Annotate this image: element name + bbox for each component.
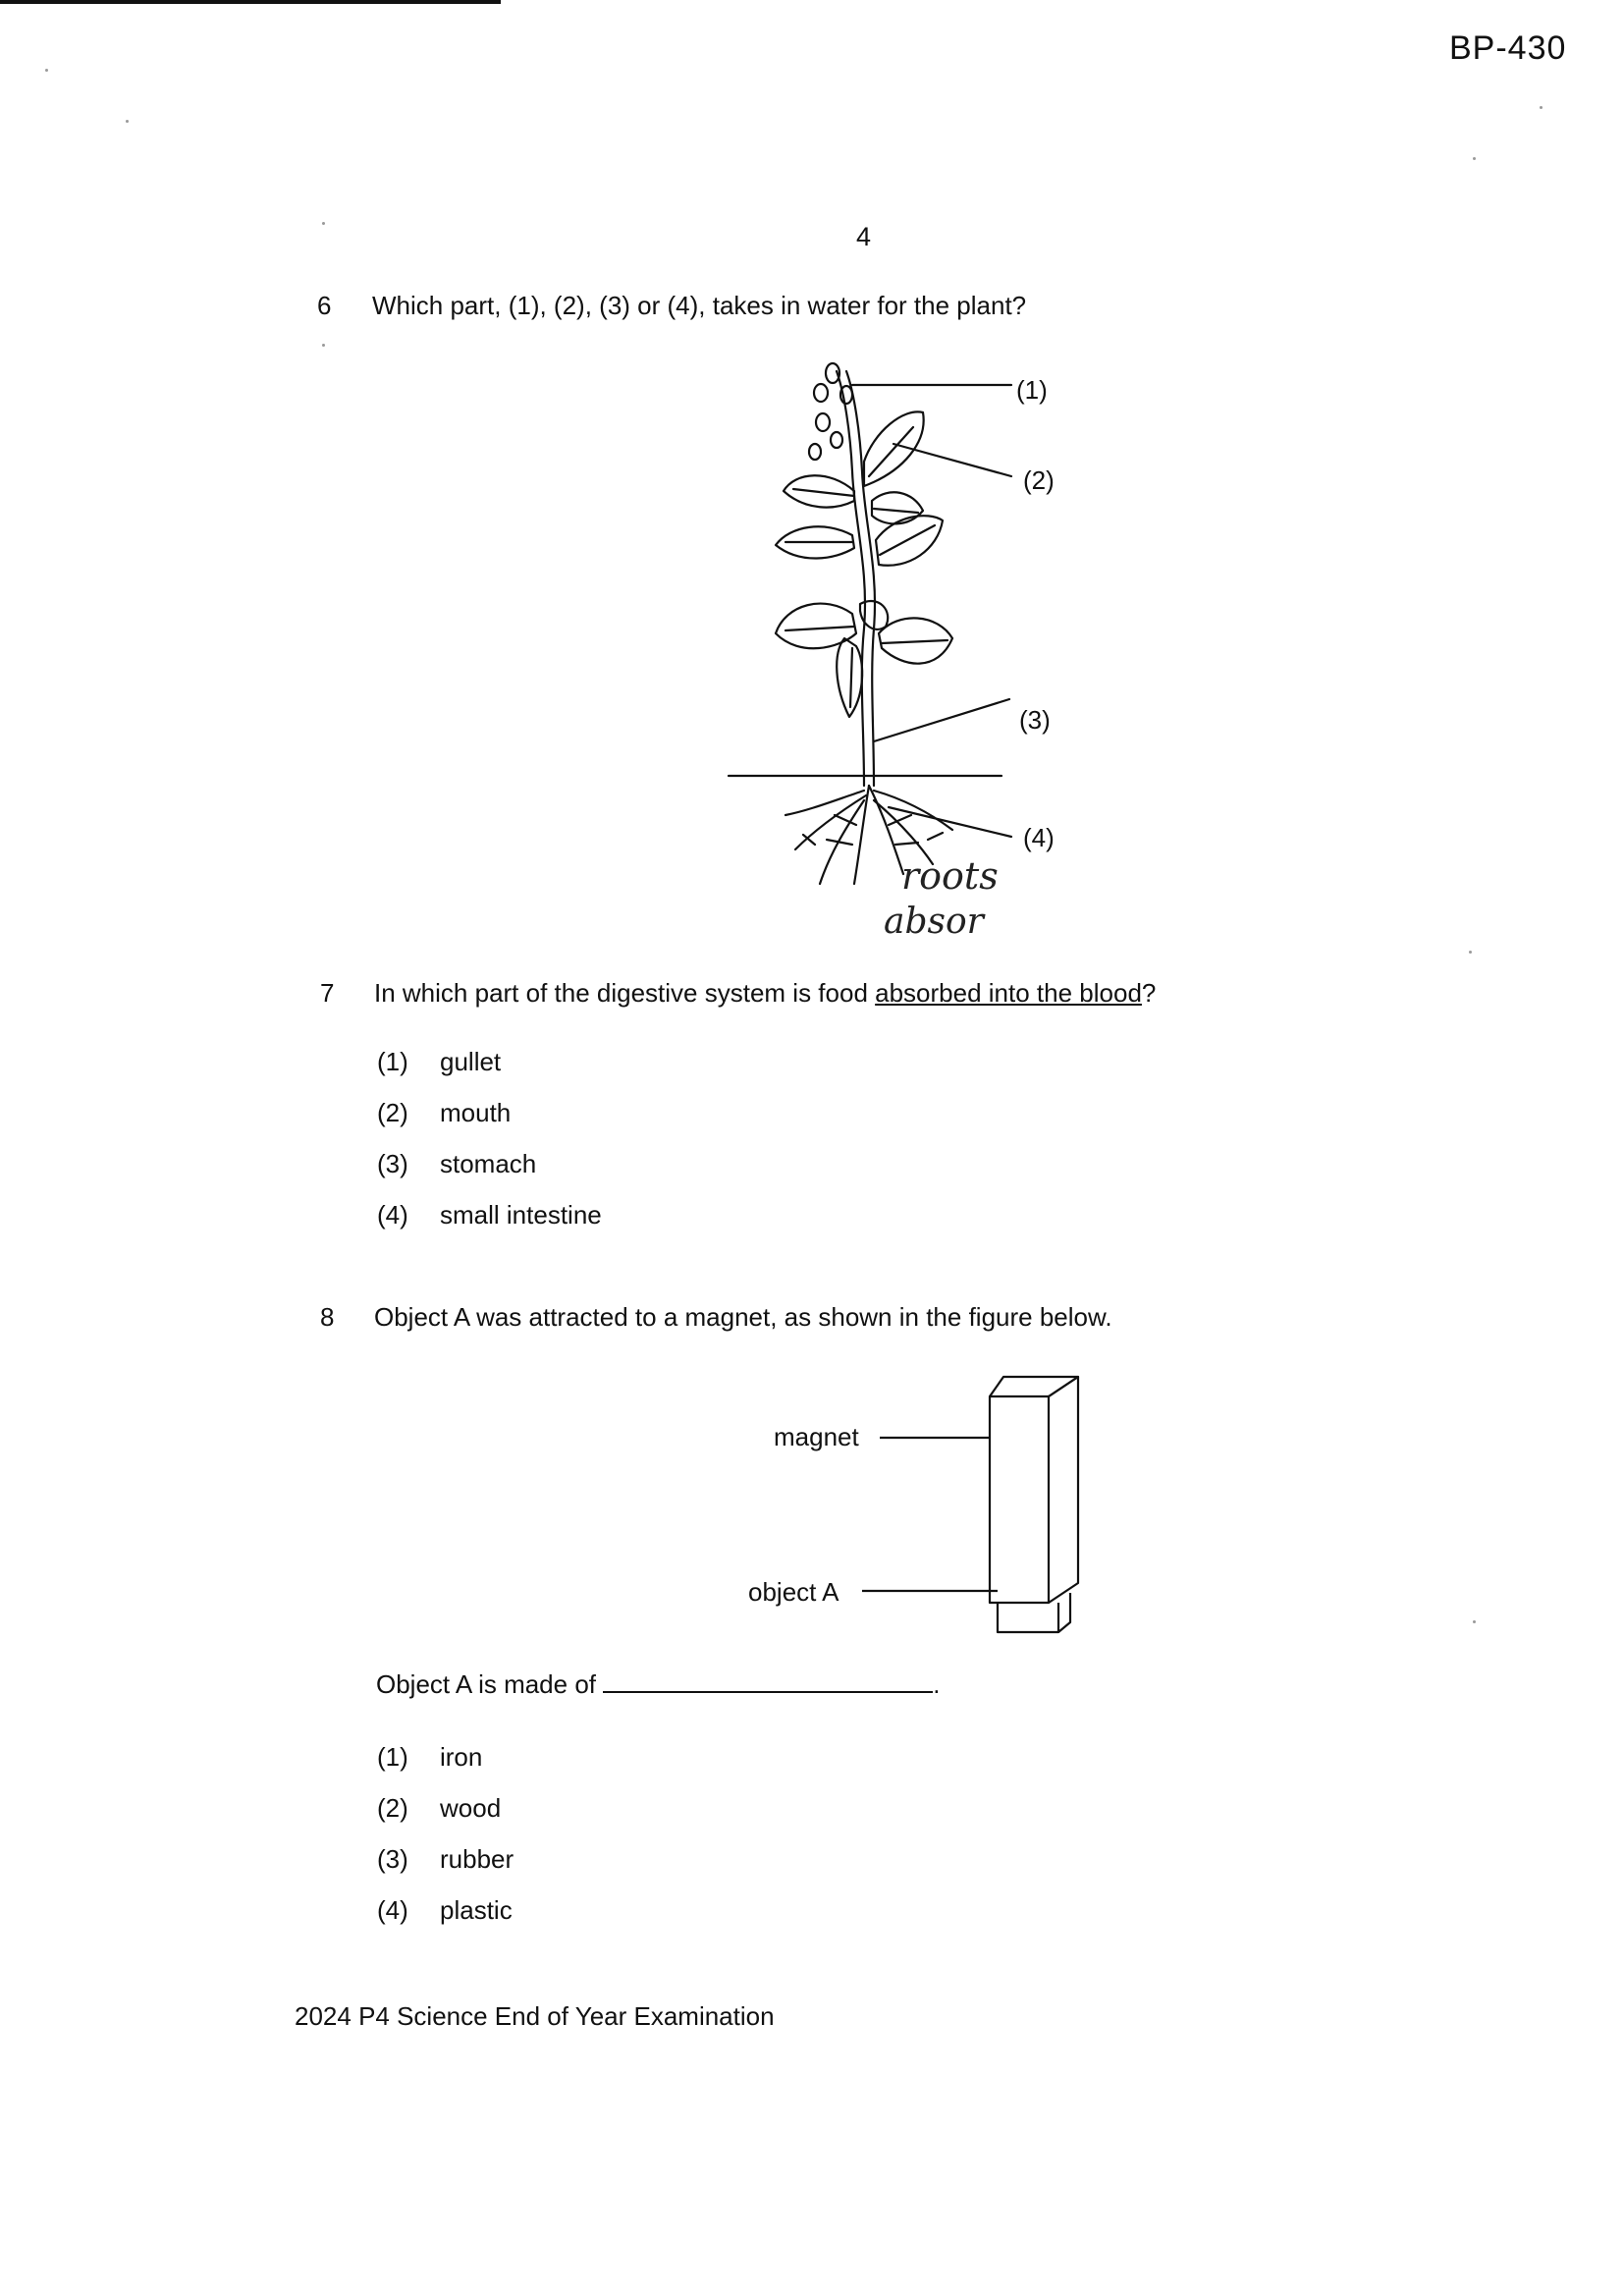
q7-option-1-number: (1)	[377, 1047, 408, 1076]
scan-speck	[1473, 157, 1476, 160]
page-number: 4	[856, 222, 872, 251]
q8-option-2-number: (2)	[377, 1793, 408, 1823]
scan-speck	[1540, 106, 1543, 109]
plant-label-1: (1)	[1016, 375, 1048, 405]
q7-option-2-number: (2)	[377, 1098, 408, 1127]
question-7-text-prefix: In which part of the digestive system is food	[374, 978, 876, 1008]
paper-code: BP-430	[1449, 29, 1567, 67]
q7-option-4-number: (4)	[377, 1200, 408, 1230]
q8-option-4-text: plastic	[440, 1895, 513, 1925]
q7-option-4-text: small intestine	[440, 1200, 602, 1230]
q8-option-3-number: (3)	[377, 1844, 408, 1874]
plant-label-3: (3)	[1019, 705, 1051, 735]
q7-option-3-number: (3)	[377, 1149, 408, 1178]
exam-footer: 2024 P4 Science End of Year Examination	[295, 2001, 775, 2031]
q8-option-4-number: (4)	[377, 1895, 408, 1925]
scan-speck	[45, 69, 48, 72]
magnet-label: magnet	[774, 1422, 859, 1451]
object-a-label: object A	[748, 1577, 839, 1607]
q7-option-3-text: stomach	[440, 1149, 537, 1178]
question-8-number: 8	[320, 1302, 335, 1332]
question-7-number: 7	[320, 978, 335, 1008]
question-7-underlined-text: absorbed into the blood	[875, 978, 1142, 1008]
handwritten-roots: roots	[901, 854, 999, 898]
question-8-stem	[376, 1669, 940, 1700]
plant-label-2: (2)	[1023, 465, 1055, 495]
plant-label-4: (4)	[1023, 823, 1055, 852]
scan-speck	[126, 120, 129, 123]
q8-option-1-number: (1)	[377, 1742, 408, 1772]
scan-edge-bar	[0, 0, 501, 4]
question-7-text	[374, 978, 1156, 1009]
magnet-diagram	[854, 1365, 1090, 1620]
question-8-stem-end: .	[933, 1669, 941, 1699]
question-8-text: Object A was attracted to a magnet, as shown in the figure below.	[374, 1302, 1112, 1332]
q8-option-1-text: iron	[440, 1742, 483, 1772]
question-6-number: 6	[317, 291, 332, 320]
q7-option-2-text: mouth	[440, 1098, 512, 1127]
q7-option-1-text: gullet	[440, 1047, 502, 1076]
scan-speck	[1473, 1620, 1476, 1623]
handwritten-absor: absor	[884, 902, 984, 942]
scan-speck	[1469, 951, 1472, 954]
question-7-text-suffix: ?	[1141, 978, 1157, 1008]
question-8-stem-text: Object A is made of	[376, 1669, 597, 1699]
scan-speck	[322, 222, 325, 225]
q8-option-3-text: rubber	[440, 1844, 514, 1874]
q8-option-2-text: wood	[440, 1793, 502, 1823]
question-6-text: Which part, (1), (2), (3) or (4), takes in water for the plant?	[372, 291, 1027, 320]
scan-speck	[322, 344, 325, 347]
answer-blank	[603, 1669, 933, 1693]
